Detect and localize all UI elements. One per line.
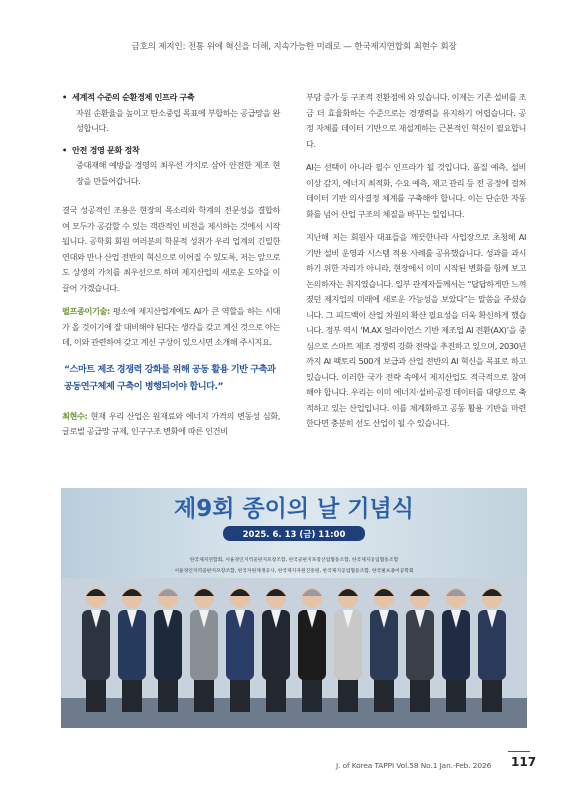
bullet-desc: 자원 순환율을 높이고 탄소중립 목표에 부합하는 공급망을 완성합니다. xyxy=(76,107,280,133)
interviewee-label: 최현수: xyxy=(62,410,88,421)
answer-paragraph xyxy=(62,409,280,440)
right-column xyxy=(306,90,526,440)
interviewer-label: 펄프종이기술: xyxy=(62,306,110,316)
running-header xyxy=(0,40,588,52)
pull-quote: “스마트 제조 경쟁력 강화를 위해 공동 활용 기반 구축과 공동연구체제 구축이 병행되어야 합니다.” xyxy=(64,363,276,392)
sponsor-line: 한국제지연합회, 서울경인지역골판지포장조합, 한국골판지포장산업협동조합, 한국제지공업협동조합 xyxy=(189,558,399,563)
bullet-dot: • xyxy=(62,92,67,102)
paragraph: 부담 증가 등 구조적 전환점에 와 있습니다. 이제는 기존 설비를 조금 더 효율화하는 수준으로는 경쟁력을 유지하기 어렵습니다. 공정 자체를 데이터 기반으로 재설계하는 근본적인 혁신이 필요합니다. xyxy=(306,92,526,149)
question-paragraph xyxy=(62,304,280,351)
bullet-title: 세계적 수준의 순환경제 인프라 구축 xyxy=(72,92,195,102)
bullet-item xyxy=(62,143,280,190)
banner-date: 2025. 6. 13 (금) 11:00 xyxy=(242,530,346,540)
event-group-photo xyxy=(61,488,527,728)
answer-text: 현재 우리 산업은 원재료와 에너지 가격의 변동성 심화, 글로벌 공급망 규제, 인구구조 변화에 따른 인건비 xyxy=(62,410,280,436)
question-text: 평소에 제지산업계에도 AI가 큰 역할을 하는 시대가 올 것이기에 잘 대비해야 된다는 생각을 갖고 계신 것으로 아는데, 이와 관련하여 갖고 계신 구상이 있으시면 소개해 주시지요. xyxy=(62,306,280,347)
bullet-item xyxy=(62,90,280,137)
banner-title: 제9회 종이의 날 기념식 xyxy=(174,496,414,522)
journal-citation: J. of Korea TAPPI Vol.58 No.1 Jan.-Feb. 2026 xyxy=(336,761,492,770)
paragraph: 결국 성공적인 조용은 현장의 목소리와 학계의 전문성을 결합하여 모두가 공감할 수 있는 객관적인 비전을 제시하는 것에서 시작됩니다. 공학회 회원 여러분의 학문적 성취가 우리 업계의 긴밀한 연대와 만나 산업 전반의 혁신으로 이어질 수 있도록, 저는 앞으로도 상생의 가치를 최우선으로 하며 제지산업의 새로운 도약을 이끌어 가겠습니다. xyxy=(62,205,280,293)
header-title: 전통 위에 혁신을 더해, 지속가능한 미래로 — 한국제지연합회 최현수 회장 xyxy=(187,42,457,52)
photo-illustration xyxy=(61,488,527,728)
left-column xyxy=(62,90,280,448)
bullet-title: 안전 경영 문화 정착 xyxy=(72,144,140,155)
paragraph: AI는 선택이 아니라 필수 인프라가 될 것입니다. 품질 예측, 설비 이상 감지, 에너지 최적화, 수요 예측, 재고 관리 등 전 공정에 걸쳐 데이터 기반 의사결정 체계를 구축해야 합니다. 이는 단순한 자동화를 넘어 산업 구조의 체질을 바꾸는 일입니다. xyxy=(306,162,526,219)
page-number: 117 xyxy=(511,755,537,769)
sponsor-line: 서울경인지역골판지포장조합, 한국자원재생공사, 한국제지자원진흥원, 한국제지공업협동조합, 한국펄프종이공학회 xyxy=(174,569,414,574)
header-section: 금호의 제지인: xyxy=(131,42,186,52)
bullet-dot: • xyxy=(62,144,67,155)
bullet-desc: 중대재해 예방을 경영의 최우선 가치로 삼아 안전한 제조 현장을 만들어갑니다. xyxy=(76,160,280,186)
footer-rule xyxy=(508,751,530,752)
paragraph: 지난해 저는 회원사 대표들을 깨끗한나라 사업장으로 초청해 AI 기반 설비 운영과 시스템 적용 사례를 공유했습니다. 성과를 과시하기 위한 자리가 아니라, 현장에서 이미 시작된 변화를 함께 보고 논의하자는 취지였습니다. 일부 관계자들께서는 “답답하게만 느껴졌던 제지업의 미래에 새로운 가능성을 보았다”는 말씀을 주셨습니다. 그 피드백이 산업 차원의 확산 필요성을 더욱 확신하게 했습니다. 정부 역시 ‘M.AX 얼라이언스 기반 제조업 AI 전환(AX)’을 중심으로 스마트 제조 경쟁력 강화 전략을 추진하고 있으며, 2030년까지 AI 팩토리 500개 보급과 산업 전반의 AI 혁신을 목표로 하고 있습니다. 이러한 국가 전략 속에서 제지산업도 적극적으로 참여해야 합니다. 우리는 이미 에너지·설비·공정 데이터를 대량으로 축적하고 있는 산업입니다. 이를 체계화하고 공동 활용 기반을 마련한다면 충분히 선도 산업이 될 수 있습니다. xyxy=(306,232,526,428)
